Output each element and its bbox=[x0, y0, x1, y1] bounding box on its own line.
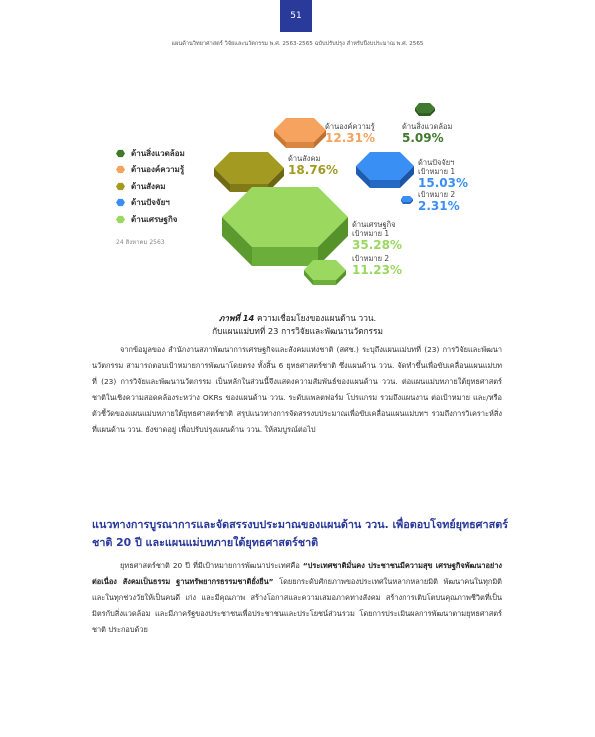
legend-item-environment: ด้านสิ่งแวดล้อม bbox=[116, 145, 185, 162]
legend-item-knowledge: ด้านองค์ความรู้ bbox=[116, 162, 185, 179]
legend-item-economy: ด้านเศรษฐกิจ bbox=[116, 211, 185, 228]
label-social: ด้านสังคม 18.76% bbox=[288, 154, 338, 177]
body-paragraph-2: ยุทธศาสตร์ชาติ 20 ปี ที่มีเป้าหมายการพัฒนาประเทศคือ “ประเทศชาติมั่นคง ประชาชนมีความสุข เศรษฐกิจพัฒนาอย่างต่อเนื่อง สังคมเป็นธรรม ฐานทรัพยากรธรรมชาติยั่งยืน” โดยยกระดับศักยภาพของประเทศในหลากหลายมิติ พัฒนาคนในทุกมิติและในทุกช่วงวัยให้เป็นคนดี เก่ง และมีคุณภาพ สร้างโอกาสและความเสมอภาคทางสังคม สร้างการเติบโตบนคุณภาพชีวิตที่เป็นมิตรกับสิ่งแวดล้อม และมีภาครัฐของประชาชนเพื่อประชาชนและประโยชน์ส่วนรวม โดยการประเมินผลการพัฒนาตามยุทธศาสตร์ชาติ ประกอบด้วย bbox=[92, 561, 502, 634]
legend-hex-icon bbox=[116, 182, 125, 191]
hexagon-knowledge bbox=[272, 116, 328, 150]
chart-date: 24 สิงหาคม 2563 bbox=[116, 239, 165, 246]
caption-number: ภาพที่ 14 bbox=[218, 313, 255, 323]
legend-item-social: ด้านสังคม bbox=[116, 178, 185, 195]
label-factors: ด้านปัจจัยฯ เป้าหมาย 1 15.03% เป้าหมาย 2 2.31% bbox=[418, 158, 468, 213]
hexagon-factors-goal2 bbox=[400, 195, 414, 205]
running-header: แผนด้านวิทยาศาสตร์ วิจัยและนวัตกรรม พ.ศ. 2563-2565 ฉบับปรับปรุง สำหรับปีงบประมาณ พ.ศ. 2565 bbox=[171, 41, 424, 47]
body-paragraph-1: จากข้อมูลของ สำนักงานสภาพัฒนาการเศรษฐกิจและสังคมแห่งชาติ (สศช.) ระบุถึงแผนแม่บทที่ (23) การวิจัยและพัฒนานวัตกรรม สามารถตอบเป้าหมายการพัฒนาโดยตรง ทั้งสิ้น 6 ยุทธศาสตร์ชาติ ซึ่งแผนด้าน ววน. จัดทำขึ้นเพื่อขับเคลื่อนแผนแม่บทที่ (23) การวิจัยและพัฒนานวัตกรรม เป็นหลักในส่วนนี้จึงแสดงความสัมพันธ์ของแผนด้าน ววน. ต่อแผนแม่บทภายใต้ยุทธศาสตร์ชาติในเชิงความสอดคล้องระหว่าง OKRs ของแผนด้าน ววน. ระดับแพลตฟอร์ม โปรแกรม รวมถึงแผนงาน ต่อเป้าหมาย และ/หรือ ตัวชี้วัดของแผนแม่บทภายใต้ยุทธศาสตร์ชาติ สรุปแนวทางการจัดสรรงบประมาณเพื่อขับเคลื่อนแผนแม่บทฯ รวมถึงการวิเคราะห์สิ่งที่แผนด้าน ววน. ยังขาดอยู่ เพื่อปรับปรุงแผนด้าน ววน. ให้สมบูรณ์ต่อไป bbox=[92, 345, 502, 434]
legend-item-factors: ด้านปัจจัยฯ bbox=[116, 195, 185, 212]
hexagon-environment bbox=[414, 102, 436, 118]
page-number: 51 bbox=[280, 0, 312, 32]
caption-line1: ความเชื่อมโยงของแผนด้าน ววน. bbox=[256, 313, 377, 323]
section-heading: แนวทางการบูรณาการและจัดสรรงบประมาณของแผนด้าน ววน. เพื่อตอบโจทย์ยุทธศาสตร์ชาติ 20 ปี และแผนแม่บทภายใต้ยุทธศาสตร์ชาติ bbox=[92, 518, 509, 549]
label-economy: ด้านเศรษฐกิจ เป้าหมาย 1 35.28% เป้าหมาย 2 11.23% bbox=[352, 220, 402, 277]
hexagon-economy-goal2 bbox=[302, 258, 348, 288]
hexagon-factors-goal1 bbox=[354, 150, 416, 192]
legend-hex-icon bbox=[116, 165, 125, 174]
caption-line2: กับแผนแม่บทที่ 23 การวิจัยและพัฒนานวัตกรรม bbox=[212, 326, 383, 336]
figure-caption bbox=[0, 312, 595, 338]
label-knowledge: ด้านองค์ความรู้ 12.31% bbox=[325, 122, 375, 145]
legend-hex-icon bbox=[116, 198, 125, 207]
legend-hex-icon bbox=[116, 149, 125, 158]
legend-hex-icon bbox=[116, 215, 125, 224]
legend bbox=[116, 145, 185, 228]
label-environment: ด้านสิ่งแวดล้อม 5.09% bbox=[402, 122, 453, 145]
